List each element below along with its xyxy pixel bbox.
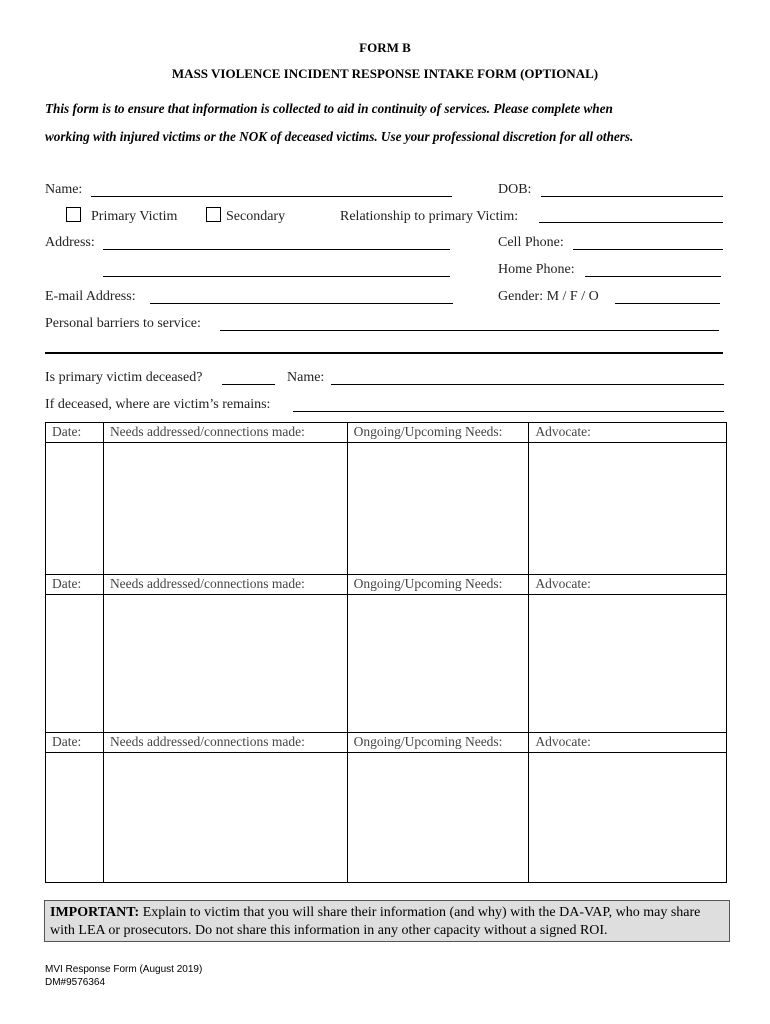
remains-field[interactable] bbox=[293, 411, 724, 412]
needs-cell[interactable] bbox=[103, 753, 347, 883]
table-row bbox=[46, 595, 727, 733]
relationship-label: Relationship to primary Victim: bbox=[340, 209, 519, 224]
date-cell[interactable] bbox=[46, 595, 104, 733]
cell-phone-field[interactable] bbox=[573, 249, 723, 250]
ongoing-cell[interactable] bbox=[347, 595, 529, 733]
address-label: Address: bbox=[45, 235, 95, 250]
date-cell[interactable] bbox=[46, 753, 104, 883]
deceased-name-field[interactable] bbox=[331, 384, 724, 385]
date-header: Date: bbox=[46, 423, 104, 443]
advocate-cell[interactable] bbox=[529, 753, 727, 883]
date-header: Date: bbox=[46, 575, 104, 595]
section-divider bbox=[45, 352, 723, 354]
deceased-label: Is primary victim deceased? bbox=[45, 370, 203, 385]
remains-label: If deceased, where are victim’s remains: bbox=[45, 397, 271, 412]
table-header-row bbox=[46, 575, 727, 595]
services-table bbox=[45, 422, 727, 883]
home-phone-label: Home Phone: bbox=[498, 262, 575, 277]
needs-header: Needs addressed/connections made: bbox=[103, 733, 347, 753]
deceased-field[interactable] bbox=[222, 384, 275, 385]
advocate-header: Advocate: bbox=[529, 423, 727, 443]
email-field[interactable] bbox=[150, 303, 453, 304]
email-label: E-mail Address: bbox=[45, 289, 136, 304]
date-cell[interactable] bbox=[46, 443, 104, 575]
important-notice bbox=[44, 900, 730, 942]
ongoing-cell[interactable] bbox=[347, 443, 529, 575]
barriers-field[interactable] bbox=[220, 330, 719, 331]
table-header-row bbox=[46, 423, 727, 443]
advocate-header: Advocate: bbox=[529, 575, 727, 595]
cell-phone-label: Cell Phone: bbox=[498, 235, 564, 250]
ongoing-header: Ongoing/Upcoming Needs: bbox=[347, 575, 529, 595]
needs-cell[interactable] bbox=[103, 595, 347, 733]
table-header-row bbox=[46, 733, 727, 753]
advocate-cell[interactable] bbox=[529, 595, 727, 733]
important-label: IMPORTANT: bbox=[50, 905, 140, 920]
name-label: Name: bbox=[45, 182, 83, 197]
dob-field[interactable] bbox=[541, 196, 723, 197]
relationship-field[interactable] bbox=[539, 222, 723, 223]
footer-document-id: DM#9576364 bbox=[45, 977, 106, 988]
intro-line-2: working with injured victims or the NOK of deceased victims. Use your professional discretion for all others. bbox=[45, 129, 634, 144]
primary-victim-label: Primary Victim bbox=[91, 209, 178, 224]
needs-cell[interactable] bbox=[103, 443, 347, 575]
footer-form-version: MVI Response Form (August 2019) bbox=[45, 964, 203, 975]
table-row bbox=[46, 753, 727, 883]
deceased-name-label: Name: bbox=[287, 370, 325, 385]
ongoing-header: Ongoing/Upcoming Needs: bbox=[347, 423, 529, 443]
name-field[interactable] bbox=[91, 196, 452, 197]
advocate-header: Advocate: bbox=[529, 733, 727, 753]
needs-header: Needs addressed/connections made: bbox=[103, 423, 347, 443]
dob-label: DOB: bbox=[498, 182, 532, 197]
date-header: Date: bbox=[46, 733, 104, 753]
important-text: Explain to victim that you will share their information (and why) with the DA-VAP, who may share with LEA or prosecutors. Do not share this information in any other capacity without a signed ROI. bbox=[50, 905, 701, 938]
primary-victim-checkbox[interactable] bbox=[66, 207, 81, 222]
gender-label: Gender: M / F / O bbox=[498, 289, 599, 304]
address-field-2[interactable] bbox=[103, 276, 450, 277]
form-title: FORM B bbox=[359, 40, 411, 55]
secondary-checkbox[interactable] bbox=[206, 207, 221, 222]
needs-header: Needs addressed/connections made: bbox=[103, 575, 347, 595]
advocate-cell[interactable] bbox=[529, 443, 727, 575]
form-subtitle: MASS VIOLENCE INCIDENT RESPONSE INTAKE FORM (OPTIONAL) bbox=[171, 66, 599, 81]
barriers-label: Personal barriers to service: bbox=[45, 316, 201, 331]
secondary-label: Secondary bbox=[226, 209, 286, 224]
address-field-1[interactable] bbox=[103, 249, 450, 250]
ongoing-cell[interactable] bbox=[347, 753, 529, 883]
table-row bbox=[46, 443, 727, 575]
gender-field[interactable] bbox=[615, 303, 720, 304]
ongoing-header: Ongoing/Upcoming Needs: bbox=[347, 733, 529, 753]
home-phone-field[interactable] bbox=[585, 276, 721, 277]
intro-line-1: This form is to ensure that information is collected to aid in continuity of services. Please complete when bbox=[45, 101, 613, 116]
